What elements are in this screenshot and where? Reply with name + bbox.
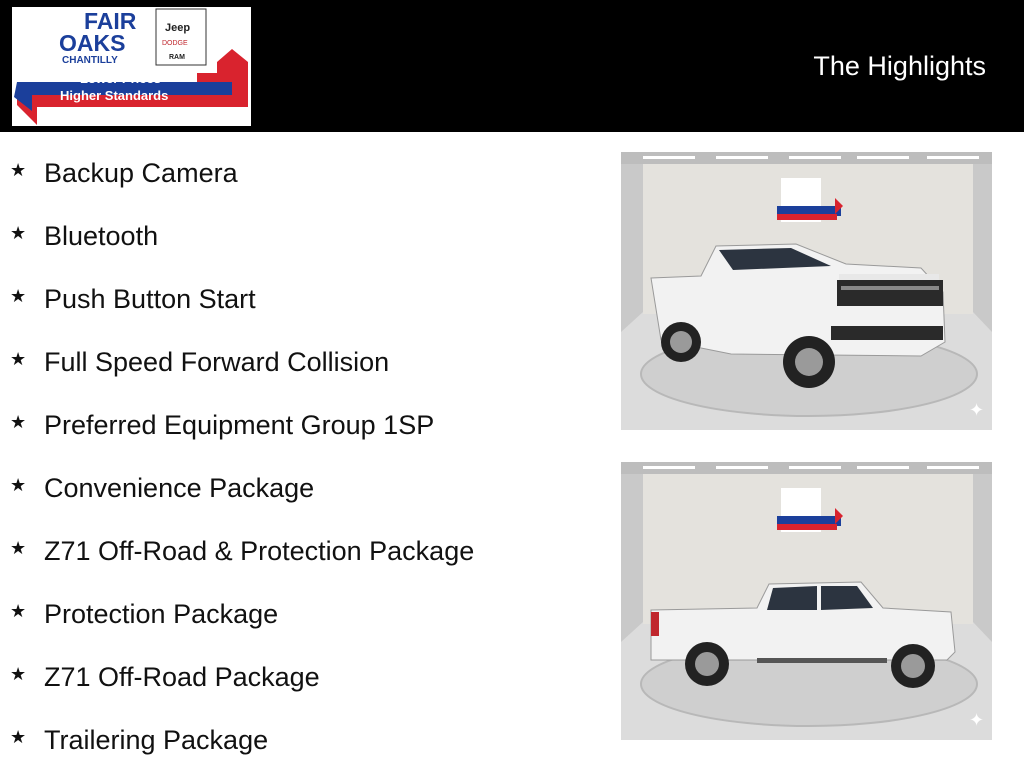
list-item: [10, 142, 600, 205]
star-icon: ★: [10, 601, 27, 621]
feature-label: Z71 Off-Road Package: [44, 662, 320, 692]
feature-label: Protection Package: [44, 599, 279, 629]
sparkle-icon: ✦: [969, 400, 985, 421]
list-item: [10, 646, 600, 709]
star-icon: ★: [10, 412, 27, 432]
feature-label: Convenience Package: [44, 473, 315, 503]
feature-label: Trailering Package: [44, 725, 269, 755]
dealer-logo[interactable]: [12, 7, 251, 126]
list-item: [10, 205, 600, 268]
header-bar: [0, 0, 1024, 132]
page-title: The Highlights: [813, 51, 986, 81]
feature-label: Backup Camera: [44, 158, 238, 188]
logo-line3: CHANTILLY: [62, 55, 118, 66]
list-item: [10, 331, 600, 394]
logo-brand-ram: RAM: [169, 54, 185, 61]
feature-list: [10, 142, 600, 772]
feature-label: Full Speed Forward Collision: [44, 347, 390, 377]
star-icon: ★: [10, 664, 27, 684]
list-item: [10, 394, 600, 457]
sparkle-icon: ✦: [969, 710, 985, 731]
feature-label: Preferred Equipment Group 1SP: [44, 410, 435, 440]
star-icon: ★: [10, 538, 27, 558]
list-item: [10, 520, 600, 583]
feature-label: Z71 Off-Road & Protection Package: [44, 536, 475, 566]
list-item: [10, 268, 600, 331]
vehicle-photo-side[interactable]: [621, 462, 992, 740]
star-icon: ★: [10, 475, 27, 495]
logo-brand-jeep: Jeep: [165, 22, 191, 34]
logo-line1: FAIR: [84, 8, 137, 34]
star-icon: ★: [10, 223, 27, 243]
star-icon: ★: [10, 349, 27, 369]
list-item: [10, 583, 600, 646]
star-icon: ★: [10, 160, 27, 180]
logo-line2: OAKS: [59, 30, 126, 56]
vehicle-photo-front[interactable]: [621, 152, 992, 430]
star-icon: ★: [10, 727, 27, 747]
list-item: [10, 709, 600, 772]
logo-tagline1: Lower Prices: [80, 71, 161, 86]
feature-label: Bluetooth: [44, 221, 159, 251]
star-icon: ★: [10, 286, 27, 306]
feature-label: Push Button Start: [44, 284, 256, 314]
list-item: [10, 457, 600, 520]
logo-tagline2: Higher Standards: [60, 88, 169, 103]
logo-brand-dodge: DODGE: [162, 40, 188, 47]
